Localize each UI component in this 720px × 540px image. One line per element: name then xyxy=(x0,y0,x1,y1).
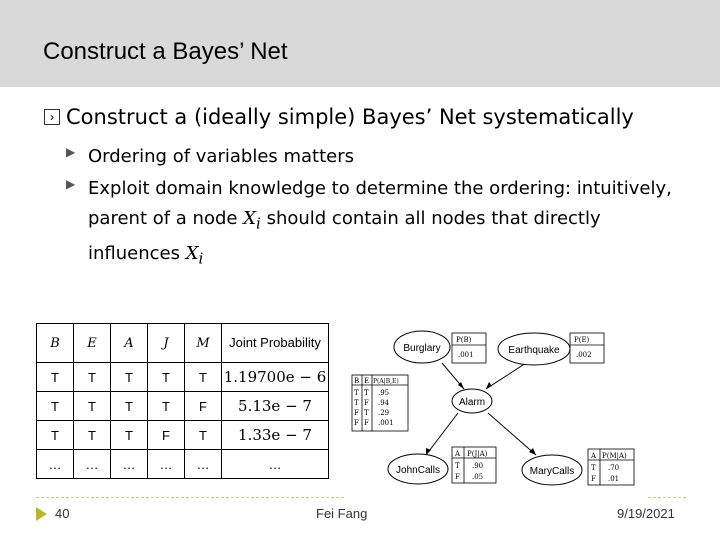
table-cell: T xyxy=(74,363,111,392)
cpt-b-header: P(B) xyxy=(456,336,472,344)
node-marycalls-label: MaryCalls xyxy=(529,466,575,477)
math-var: $X_i$ xyxy=(243,208,261,233)
table-header: E xyxy=(74,324,111,363)
cpt-a-cell: T xyxy=(354,389,359,397)
table-cell: F xyxy=(148,421,185,450)
cpt-e-value: .002 xyxy=(576,351,592,359)
cpt-m-header: P(M|A) xyxy=(602,452,627,460)
table-header: M xyxy=(185,324,222,363)
cpt-j-header: P(J|A) xyxy=(467,450,488,458)
table-cell: T xyxy=(37,392,74,421)
sub-bullet-2-part1: Exploit domain knowledge to determine the ordering: intuitively, parent of a node xyxy=(88,178,672,229)
cpt-a-cell: .95 xyxy=(378,389,390,397)
cpt-j-cell: F xyxy=(455,473,460,481)
cpt-a-cell: F xyxy=(354,409,359,417)
table-header-row xyxy=(37,324,329,363)
cpt-a-cell: F xyxy=(354,419,359,427)
table-row xyxy=(37,450,329,479)
cpt-j-header: A xyxy=(455,450,461,458)
table-cell: 1.19700e − 6 xyxy=(222,363,329,392)
node-johncalls-label: JohnCalls xyxy=(396,465,440,476)
table-header: Joint Probability xyxy=(222,324,329,363)
cpt-m-header: A xyxy=(591,452,597,460)
table-row xyxy=(37,363,329,392)
cpt-j-cell: T xyxy=(455,462,460,470)
table-cell: T xyxy=(148,392,185,421)
node-alarm-label: Alarm xyxy=(458,397,486,408)
footer-divider xyxy=(36,497,344,498)
cpt-m-cell: .70 xyxy=(608,464,620,472)
edge-alarm-marycalls xyxy=(488,413,536,455)
cpt-e-header: P(E) xyxy=(574,336,590,344)
table-cell: T xyxy=(111,392,148,421)
slide-title: Construct a Bayes’ Net xyxy=(43,38,288,65)
arrowhead xyxy=(529,448,536,455)
cpt-a-header: P(A|B,E) xyxy=(373,378,399,385)
sub-bullet-2-text xyxy=(88,174,688,273)
table-cell: … xyxy=(74,450,111,479)
table-cell: … xyxy=(185,450,222,479)
cpt-m-cell: .01 xyxy=(608,475,620,483)
cpt-a-header: B xyxy=(354,377,360,385)
page-arrow-icon xyxy=(36,507,47,521)
cpt-a-cell: T xyxy=(364,389,369,397)
table-cell: … xyxy=(222,450,329,479)
table-cell: T xyxy=(148,363,185,392)
main-bullet: Construct a (ideally simple) Bayes’ Net systematically xyxy=(66,105,634,129)
table-cell: 1.33e − 7 xyxy=(222,421,329,450)
math-var: $X_i$ xyxy=(185,242,204,268)
table-cell: T xyxy=(74,421,111,450)
bullet-arrow-icon: ▶ xyxy=(66,177,76,191)
sub-bullet-2-part2: should contain all nodes that directly influences xyxy=(88,208,601,264)
table-cell: F xyxy=(185,392,222,421)
cpt-a-cell: F xyxy=(364,399,369,407)
table-row xyxy=(37,421,329,450)
table-cell: … xyxy=(37,450,74,479)
joint-probability-table xyxy=(36,323,329,479)
cpt-a-cell: .94 xyxy=(378,399,390,407)
cpt-a-cell: .001 xyxy=(378,419,394,427)
cpt-m-cell: F xyxy=(591,475,596,483)
cpt-j-cell: .05 xyxy=(472,473,484,481)
table-cell: T xyxy=(74,392,111,421)
footer-author: Fei Fang xyxy=(316,506,368,521)
table-cell: T xyxy=(37,363,74,392)
cpt-a-cell: .29 xyxy=(378,409,390,417)
cpt-a-cell: F xyxy=(364,419,369,427)
cpt-a-cell: T xyxy=(354,399,359,407)
table-header: A xyxy=(111,324,148,363)
footer-divider xyxy=(648,497,686,498)
cpt-b-value: .001 xyxy=(458,351,474,359)
table-cell: T xyxy=(185,363,222,392)
table-cell: T xyxy=(185,421,222,450)
node-earthquake-label: Earthquake xyxy=(508,345,560,356)
cpt-j-cell: .90 xyxy=(472,462,484,470)
bayes-net-diagram xyxy=(346,325,696,495)
cpt-m-cell: T xyxy=(591,464,596,472)
node-burglary-label: Burglary xyxy=(403,343,441,354)
cpt-a-header: E xyxy=(364,377,370,385)
table-cell: … xyxy=(148,450,185,479)
table-header: B xyxy=(37,324,74,363)
table-cell: … xyxy=(111,450,148,479)
arrowhead xyxy=(486,382,492,389)
bullet-box-icon: › xyxy=(44,109,60,125)
cpt-a-cell: T xyxy=(364,409,369,417)
table-cell: T xyxy=(111,421,148,450)
table-cell: T xyxy=(37,421,74,450)
bullet-arrow-icon: ▶ xyxy=(66,145,76,159)
table-cell: T xyxy=(111,363,148,392)
edge-earthquake-alarm xyxy=(486,363,526,389)
page-number: 40 xyxy=(55,506,70,521)
table-header: J xyxy=(148,324,185,363)
sub-bullet-1-text: Ordering of variables matters xyxy=(88,146,355,167)
table-cell: 5.13e − 7 xyxy=(222,392,329,421)
footer-date: 9/19/2021 xyxy=(617,506,675,521)
edge-alarm-johncalls xyxy=(426,413,458,455)
table-row xyxy=(37,392,329,421)
